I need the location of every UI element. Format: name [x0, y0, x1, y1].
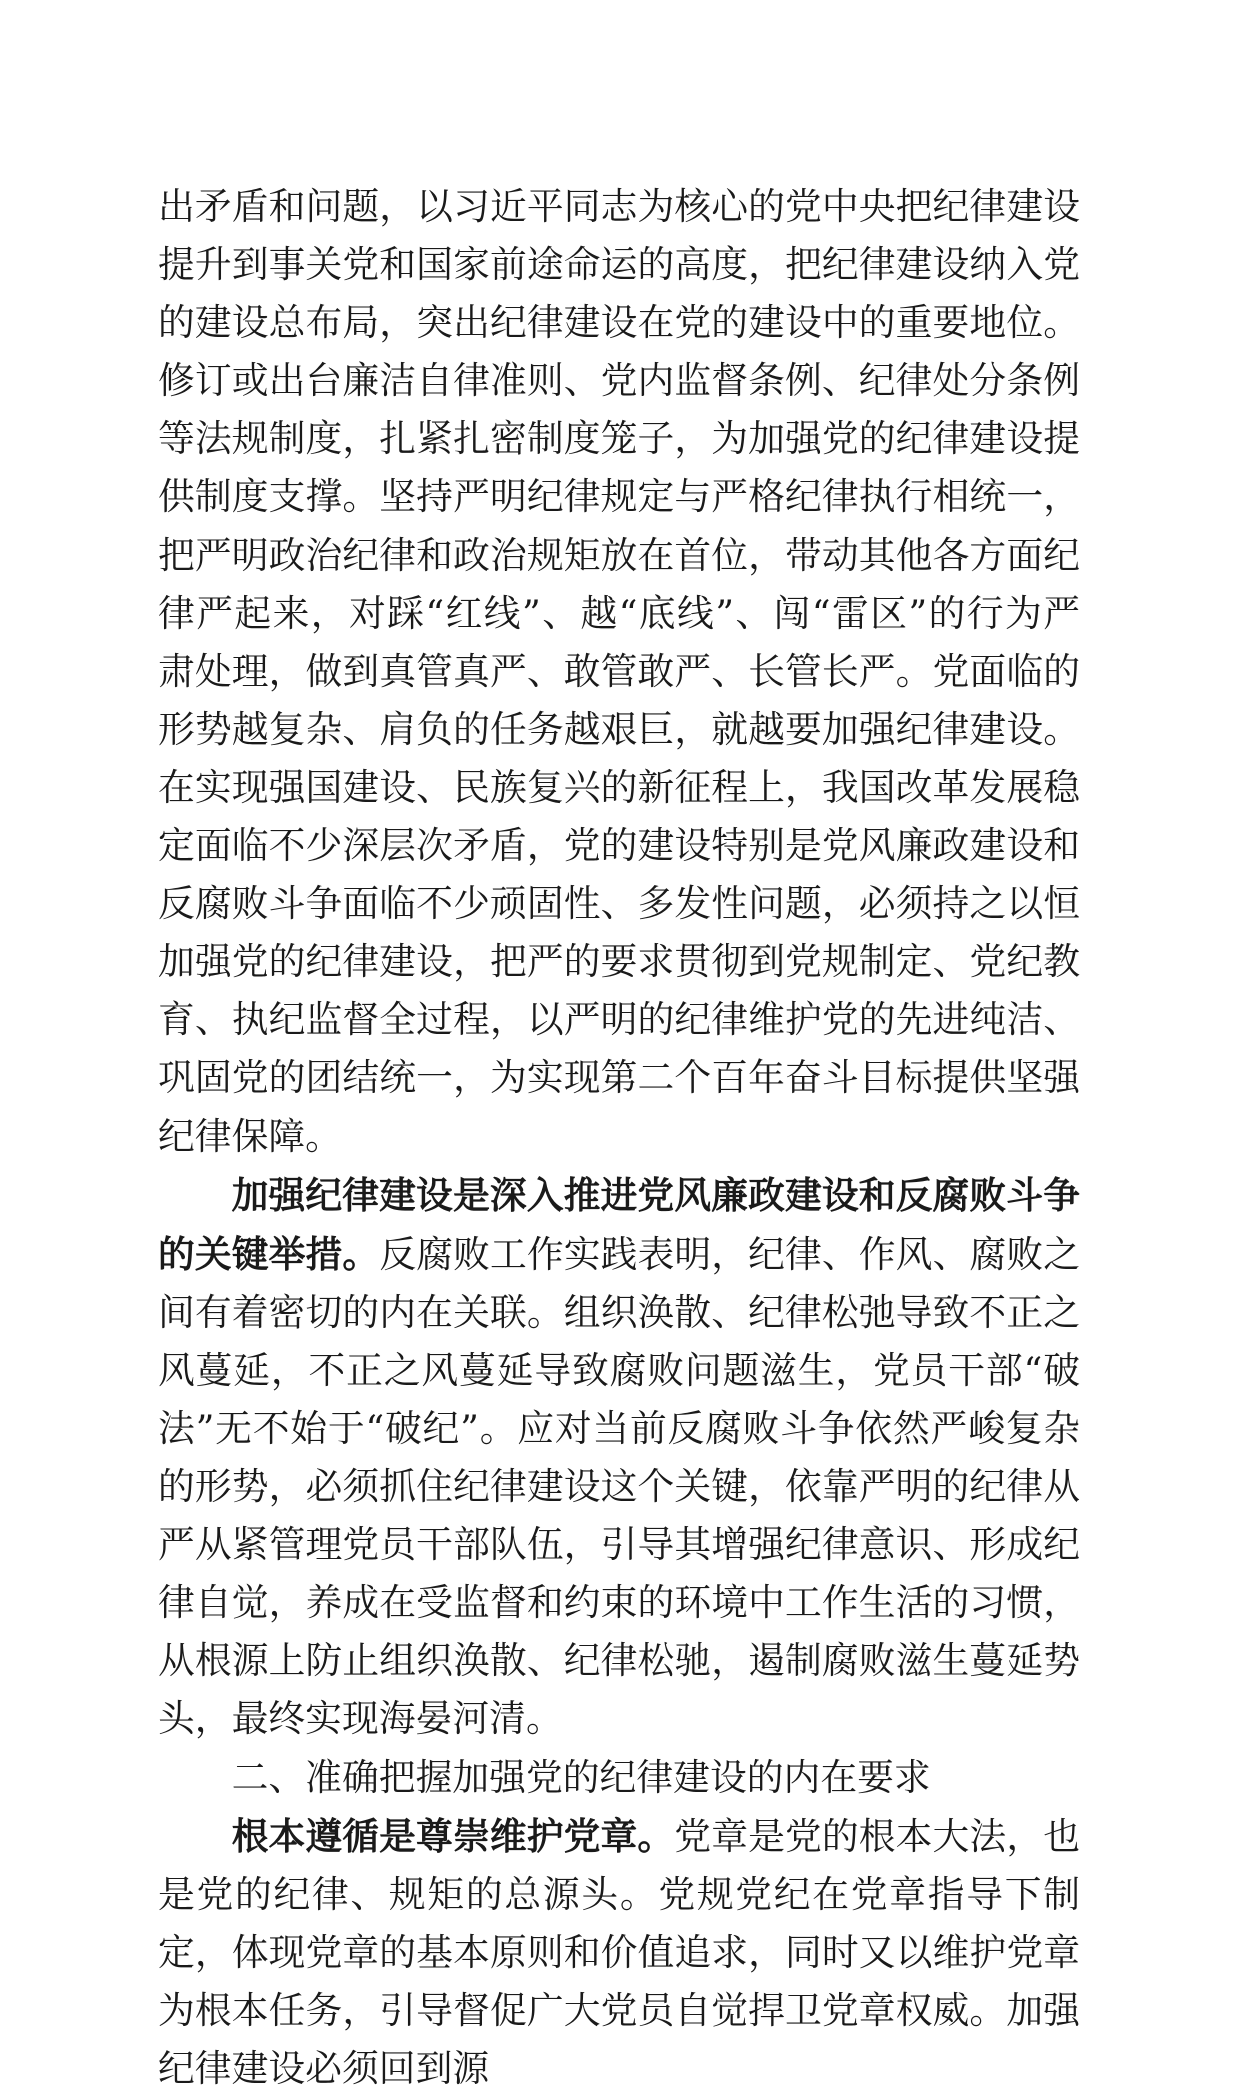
document-page	[158, 178, 1080, 2098]
paragraph-3-text: 党章是党的根本大法，也是党的纪律、规矩的总源头。党规党纪在党章指导下制定，体现党章的基本原则和价值追求，同时又以维护党章为根本任务，引导督促广大党员自觉捍卫党章权威。加强纪律建设必须回到源	[158, 1814, 1081, 2090]
paragraph-2-lead: 加强纪律建设是深入推进党风廉政建设和反腐败斗争的关键举措。	[158, 1172, 1080, 1276]
paragraph-3-lead: 根本遵循是尊崇维护党章。	[231, 1813, 675, 1858]
paragraph-2-text: 反腐败工作实践表明，纪律、作风、腐败之间有着密切的内在关联。组织涣散、纪律松弛导致不正之风蔓延，不正之风蔓延导致腐败问题滋生，党员干部“破法”无不始于“破纪”。应对当前反腐败斗争依然严峻复杂的形势，必须抓住纪律建设这个关键，依靠严明的纪律从严从紧管理党员干部队伍，引导其增强纪律意识、形成纪律自觉，养成在受监督和约束的环境中工作生活的习惯，从根源上防止组织涣散、纪律松驰，遏制腐败滋生蔓延势头，最终实现海晏河清。	[158, 1232, 1081, 1741]
body-paragraph-1	[158, 178, 1080, 1166]
body-paragraph-2	[158, 1166, 1080, 1749]
paragraph-1-text: 出矛盾和问题，以习近平同志为核心的党中央把纪律建设提升到事关党和国家前途命运的高度，把纪律建设纳入党的建设总布局，突出纪律建设在党的建设中的重要地位。修订或出台廉洁自律准则、党内监督条例、纪律处分条例等法规制度，扎紧扎密制度笼子，为加强党的纪律建设提供制度支撑。坚持严明纪律规定与严格纪律执行相统一，把严明政治纪律和政治规矩放在首位，带动其他各方面纪律严起来，对踩“红线”、越“底线”、闯“雷区”的行为严肃处理，做到真管真严、敢管敢严、长管长严。党面临的形势越复杂、肩负的任务越艰巨，就越要加强纪律建设。在实现强国建设、民族复兴的新征程上，我国改革发展稳定面临不少深层次矛盾，党的建设特别是党风廉政建设和反腐败斗争面临不少顽固性、多发性问题，必须持之以恒加强党的纪律建设，把严的要求贯彻到党规制定、党纪教育、执纪监督全过程，以严明的纪律维护党的先进纯洁、巩固党的团结统一，为实现第二个百年奋斗目标提供坚强纪律保障。	[158, 185, 1080, 1158]
section-heading: 二、准确把握加强党的纪律建设的内在要求	[231, 1755, 931, 1799]
body-paragraph-3	[158, 1807, 1080, 2098]
